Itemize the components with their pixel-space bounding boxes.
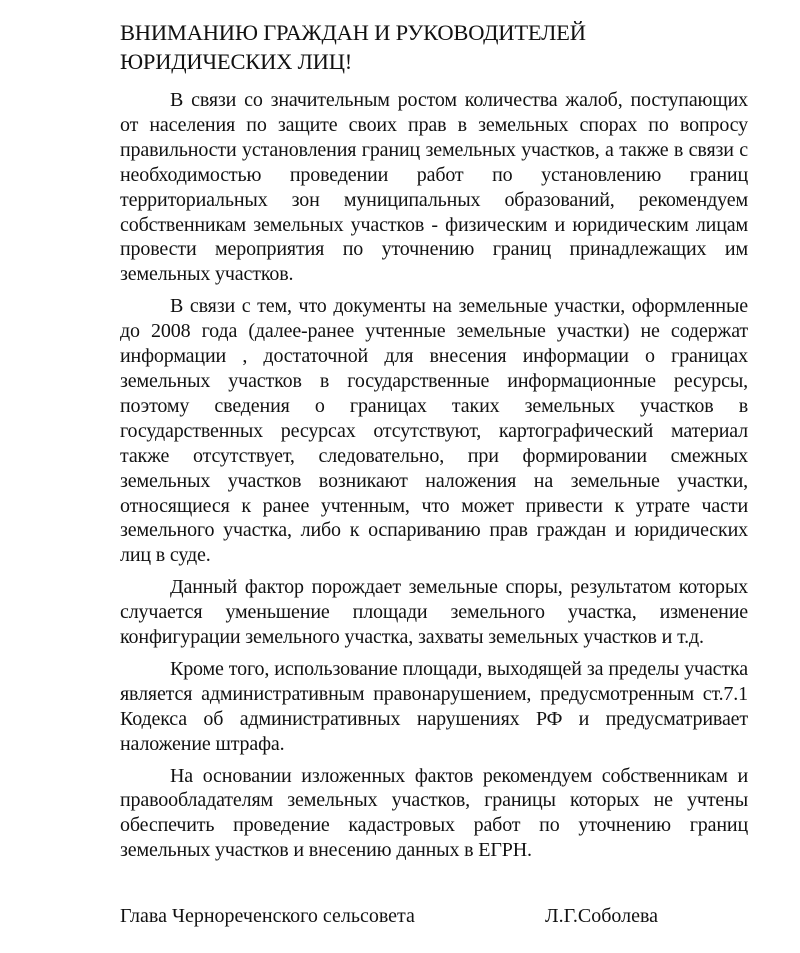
paragraph-3: Данный фактор порождает земельные споры, результатом которых случается уменьшение площади земельного участка, изменение конфигурации земельного участка, захваты земельных участков и т.д.: [120, 576, 748, 649]
paragraph-4: Кроме того, использование площади, выходящей за пределы участка является административным правонарушением, предусмотренным ст.7.1 Кодекса об административных нарушениях РФ и предусматривает наложение штрафа.: [120, 657, 748, 755]
signer-name: Л.Г.Соболева: [545, 905, 659, 927]
signature-block: [120, 904, 680, 932]
paragraph-5: На основании изложенных фактов рекомендуем собственникам и правообладателям земельных участков, границы которых не учтены обеспечить проведение кадастровых работ по уточнению границ земельных участков и внесению данных в ЕГРН.: [120, 764, 748, 862]
document-body: [120, 88, 748, 870]
document-title: ВНИМАНИЮ ГРАЖДАН И РУКОВОДИТЕЛЕЙ ЮРИДИЧЕСКИХ ЛИЦ!: [120, 20, 586, 74]
signer-position: Глава Чернореченского сельсовета: [120, 905, 415, 927]
paragraph-1: В связи со значительным ростом количества жалоб, поступающих от населения по защите своих прав в земельных спорах по вопросу правильности установления границ земельных участков, а также в связи с необходимостью проведении работ по установлению границ территориальных зон муниципальных образований, рекомендуем собственникам земельных участков - физическим и юридическим лицам провести мероприятия по уточнению границ принадлежащих им земельных участков.: [120, 89, 748, 286]
paragraph-2: В связи с тем, что документы на земельные участки, оформленные до 2008 года (далее-ранее учтенные земельные участки) не содержат информации , достаточной для внесения информации о границах земельных участков в государственные информационные ресурсы, поэтому сведения о границах таких земельных участков в государственных ресурсах отсутствуют, картографический материал также отсутствует, следовательно, при формировании смежных земельных участков возникают наложения на земельные участки, относящиеся к ранее учтенным, что может привести к утрате части земельного участка, либо к оспариванию прав граждан и юридических лиц в суде.: [120, 295, 748, 567]
